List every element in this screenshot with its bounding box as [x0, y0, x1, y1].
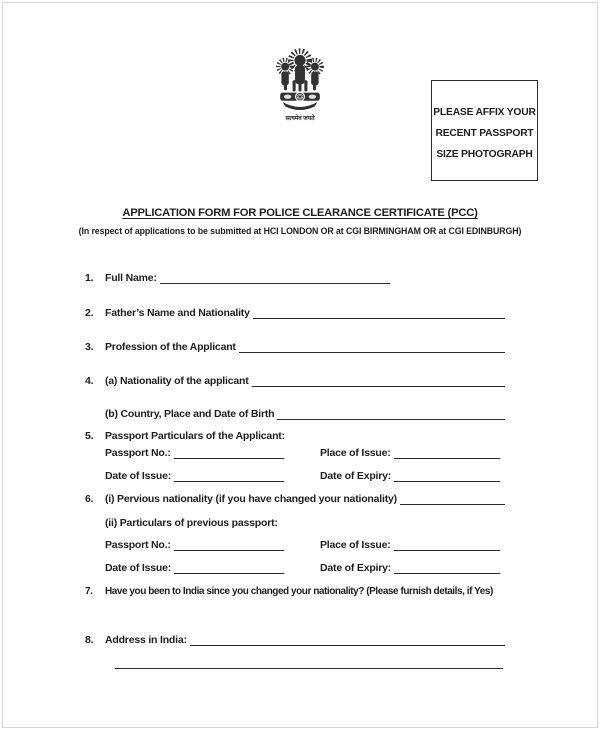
form-title: APPLICATION FORM FOR POLICE CLEARANCE CERTIFICATE (PCC) — [122, 207, 478, 219]
previous-passport-row-1 — [105, 538, 500, 552]
item-number: 2. — [85, 307, 94, 319]
profession-field[interactable] — [239, 340, 505, 353]
form-item-profession — [85, 340, 505, 354]
passport-row-1 — [105, 446, 500, 460]
form-item-birth-details — [105, 407, 505, 421]
item-label: Place of Issue: — [320, 539, 391, 551]
previous-passport-row-2 — [105, 561, 500, 575]
item-label: Profession of the Applicant — [105, 341, 236, 353]
date-of-expiry-field[interactable] — [394, 469, 500, 482]
item-label: Father’s Name and Nationality — [105, 307, 250, 319]
emblem-motto: सत्यमेव जयते — [285, 114, 315, 122]
form-item-previous-passport — [105, 516, 505, 530]
item-label: Full Name: — [105, 272, 157, 284]
item-number: 3. — [85, 341, 94, 353]
address-in-india-field-line2[interactable] — [115, 655, 503, 669]
item-label: Date of Expiry: — [320, 562, 392, 574]
place-of-issue-field[interactable] — [394, 446, 500, 459]
passport-row-2 — [105, 469, 500, 483]
item-label: (b) Country, Place and Date of Birth — [105, 408, 275, 420]
address-in-india-field[interactable] — [190, 633, 505, 646]
item-label: Date of Issue: — [105, 470, 172, 482]
item-label: Place of Issue: — [320, 447, 391, 459]
item-label: (ii) Particulars of previous passport: — [105, 517, 278, 529]
item-label: Passport No.: — [105, 539, 171, 551]
form-subtitle: (In respect of applications to be submitted at HCI LONDON OR at CGI BIRMINGHAM OR at CGI EDINBURGH) — [78, 226, 522, 236]
item-number: 8. — [85, 634, 94, 646]
form-item-visited-india — [85, 585, 505, 599]
item-number: 6. — [85, 493, 94, 505]
item-label: Date of Issue: — [105, 562, 172, 574]
form-item-fathers-name — [85, 306, 505, 320]
prev-date-of-issue-field[interactable] — [174, 561, 284, 574]
prev-passport-no-field[interactable] — [174, 538, 284, 551]
previous-nationality-field[interactable] — [400, 492, 505, 505]
item-number: 1. — [85, 272, 94, 284]
prev-date-of-expiry-field[interactable] — [394, 561, 500, 574]
photo-box-line: SIZE PHOTOGRAPH — [436, 149, 533, 160]
form-item-nationality — [85, 374, 505, 388]
form-item-passport-particulars — [85, 429, 505, 443]
item-label: (a) Nationality of the applicant — [105, 375, 249, 387]
photo-box-line: RECENT PASSPORT — [435, 128, 534, 139]
photo-box-line: PLEASE AFFIX YOUR — [433, 107, 536, 118]
item-label: Passport Particulars of the Applicant: — [105, 430, 285, 442]
birth-details-field[interactable] — [277, 407, 505, 420]
item-label: Passport No.: — [105, 447, 171, 459]
date-of-issue-field[interactable] — [174, 469, 284, 482]
item-label: Have you been to India since you changed your nationality? (Please furnish details, if Yes) — [105, 586, 493, 597]
item-label: Date of Expiry: — [320, 470, 392, 482]
photo-affix-box — [431, 80, 538, 181]
full-name-field[interactable] — [160, 271, 390, 284]
form-item-previous-nationality — [85, 492, 505, 506]
india-national-emblem-icon — [269, 44, 331, 127]
ashoka-lion-capital-icon — [269, 44, 331, 124]
item-number: 5. — [85, 430, 94, 442]
item-number: 7. — [85, 586, 93, 597]
nationality-field[interactable] — [252, 374, 505, 387]
form-item-full-name — [85, 271, 505, 285]
fathers-name-nationality-field[interactable] — [253, 306, 505, 319]
form-item-address-india — [85, 633, 505, 647]
passport-no-field[interactable] — [174, 446, 284, 459]
item-label: Address in India: — [105, 634, 187, 646]
item-number: 4. — [85, 375, 94, 387]
item-label: (i) Pervious nationality (if you have changed your nationality) — [105, 493, 397, 505]
prev-place-of-issue-field[interactable] — [394, 538, 500, 551]
